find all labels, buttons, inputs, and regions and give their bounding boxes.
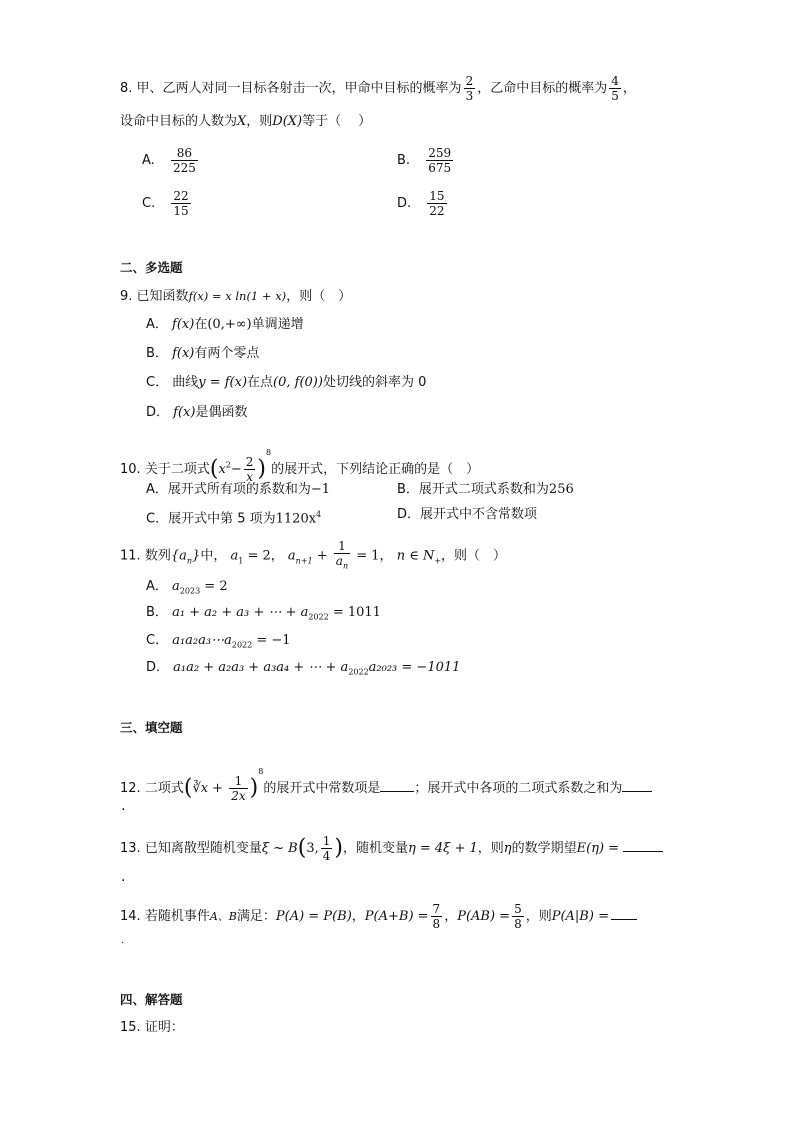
q11-seq-sub: n <box>186 556 193 566</box>
q11-frac <box>334 539 350 573</box>
option-math: 256 <box>548 482 574 497</box>
option-text: D．展开式中不含常数项 <box>397 507 538 522</box>
q11-a1-val: = 2， <box>243 548 284 564</box>
option-rest: = −1 <box>252 633 291 648</box>
frac-num: 1 <box>322 834 331 848</box>
q13-text-b: ，随机变量 <box>342 841 408 856</box>
q12-text-c: ；展开式中各项的二项式系数之和为 <box>414 781 623 796</box>
section-heading-3: 三、填空题 <box>120 720 183 735</box>
q12-frac <box>229 774 247 803</box>
option-text: 在 <box>194 317 208 332</box>
comma: ， <box>444 909 458 924</box>
q14-stem <box>120 902 637 931</box>
q8-dx: D(X) <box>272 114 303 129</box>
frac-num: 259 <box>428 146 452 160</box>
q10-x: x <box>218 462 226 477</box>
option-math: a₁ + a₂ + a₃ + ⋯ + a <box>172 605 309 620</box>
frac-num: 1 <box>334 539 350 554</box>
q11-option-c[interactable] <box>146 631 291 656</box>
q13-eta: η = 4ξ + 1 <box>407 841 478 856</box>
left-paren: ( <box>183 775 193 801</box>
section-heading-4: 四、解答题 <box>120 992 183 1007</box>
option-sub: 2023 <box>179 586 201 596</box>
option-text: C．展开式中第 5 项为 <box>146 511 276 527</box>
q10-power: 8 <box>266 448 272 457</box>
option-label: B． <box>146 605 168 620</box>
frac-num: 5 <box>514 902 522 916</box>
option-label: A. <box>142 153 155 168</box>
q8-line2-text: 设命中目标的人数为 <box>120 114 238 129</box>
q9-option-b[interactable] <box>146 344 259 364</box>
option-sub: 2022 <box>231 640 253 650</box>
q10-text: 关于二项式 <box>144 462 210 477</box>
q14-eq2: P(A+B) = <box>364 909 429 924</box>
q13-frac <box>321 834 333 863</box>
q11-text: 数列 <box>144 548 171 564</box>
q11-number: 11. <box>120 548 141 564</box>
q11-rec-plus: + <box>312 548 332 564</box>
q10-option-d[interactable] <box>397 505 537 525</box>
option-power: 4 <box>316 510 322 519</box>
q9-option-a[interactable] <box>146 315 304 335</box>
frac-den: 15 <box>173 204 189 218</box>
q13-number: 13. <box>120 841 141 856</box>
q13-text: 已知离散型随机变量 <box>144 841 262 856</box>
q13-text-c: ，则 <box>477 841 504 856</box>
q9-text: 已知函数 <box>136 289 189 304</box>
frac-den: 225 <box>172 161 196 175</box>
q8-option-d[interactable] <box>397 189 449 218</box>
q8-frac-a-den: 3 <box>465 89 474 103</box>
q9-number: 9. <box>120 289 133 304</box>
q12-root: ∛x + <box>192 781 228 796</box>
q13-text-d: 的数学期望 <box>511 841 577 856</box>
option-rest: = 1011 <box>328 605 381 620</box>
option-text2: 单调递增 <box>251 317 304 332</box>
option-frac <box>171 189 190 218</box>
q8-frac-b-num: 4 <box>611 74 619 88</box>
option-text: A．展开式所有项的系数和为 <box>146 482 311 497</box>
frac-den: 8 <box>432 917 441 931</box>
q11-rec-a: a <box>287 548 296 564</box>
frac-den: x <box>246 470 253 484</box>
option-math: f(x) <box>172 317 195 332</box>
q8-option-c[interactable] <box>142 189 193 218</box>
frac-den <box>334 554 350 573</box>
option-label: C. <box>142 196 156 211</box>
option-label: C． <box>146 375 169 390</box>
q14-text-b: 满足： <box>236 909 276 924</box>
frac-den-var: a <box>335 554 343 568</box>
frac-num: 7 <box>432 902 441 916</box>
q12-text-b: 的展开式中常数项是 <box>263 781 381 796</box>
option-frac <box>426 146 453 175</box>
option-text: B．展开式二项式系数和为 <box>397 482 549 497</box>
option-text3: 处切线的斜率为 0 <box>322 375 427 390</box>
right-paren: ) <box>257 456 267 482</box>
q8-text-b: ，乙命中目标的概率为 <box>477 81 608 96</box>
q11-seq: {a <box>170 548 187 564</box>
q11-rec-sub: n+1 <box>295 556 313 566</box>
option-math: a₁a₂a₃⋯a <box>172 633 232 648</box>
option-label: D． <box>146 660 170 675</box>
q14-ab: A、B <box>209 910 237 923</box>
option-text: 是偶函数 <box>195 405 248 420</box>
q11-option-b[interactable] <box>146 603 381 628</box>
q14-frac-1 <box>431 902 443 931</box>
q10-stem <box>120 443 479 484</box>
option-text: 有两个零点 <box>194 346 260 361</box>
q12-stem <box>120 762 652 803</box>
q9-option-d[interactable] <box>146 403 247 423</box>
q8-line2-text-c: 等于（ ） <box>302 114 372 129</box>
option-label: A． <box>146 317 168 332</box>
q10-option-b[interactable] <box>397 480 574 500</box>
q11-rec-val: = 1， <box>352 548 393 564</box>
frac-num: 22 <box>173 189 189 203</box>
q14-number: 14. <box>120 909 141 924</box>
q9-text-b: ，则（ ） <box>286 289 352 304</box>
frac-den-sub: n <box>342 561 349 571</box>
option-label: B． <box>146 346 168 361</box>
q9-func: f(x) = x ln(1 + x) <box>188 289 287 303</box>
q11-option-d[interactable] <box>146 658 460 683</box>
right-paren: ) <box>334 835 343 861</box>
left-paren: ( <box>209 456 219 482</box>
q8-option-b[interactable] <box>397 146 455 175</box>
q8-var-x: X <box>237 114 247 129</box>
frac-den: 2x <box>231 789 246 803</box>
frac-den: 675 <box>428 161 452 175</box>
q8-frac-b <box>609 74 621 103</box>
q11-nset-sub: + <box>434 556 442 566</box>
q14-eq3: P(AB) = <box>457 909 511 924</box>
frac-num: 2 <box>245 455 254 469</box>
option-sub: 2022 <box>308 612 329 622</box>
q10-number: 10. <box>120 462 141 477</box>
q9-option-c[interactable] <box>146 373 426 393</box>
option-label: D． <box>146 405 170 420</box>
left-paren: ( <box>297 835 307 861</box>
option-label: A． <box>146 579 168 594</box>
option-label: B. <box>397 153 411 168</box>
q8-line1 <box>120 74 636 103</box>
q8-option-a[interactable] <box>142 146 200 175</box>
option-text2: 在点 <box>247 375 274 390</box>
option-frac <box>427 189 446 218</box>
q13-stem <box>120 834 663 863</box>
answer-blank[interactable] <box>611 907 637 920</box>
q8-line2-text-b: ，则 <box>246 114 273 129</box>
option-math: a₁a₂ + a₂a₃ + a₃a₄ + ⋯ + a <box>173 660 349 675</box>
q11-seq-end: } <box>192 548 201 564</box>
q11-stem <box>120 539 506 573</box>
q14-frac-2 <box>512 902 524 931</box>
q12-continuation: . <box>121 798 126 814</box>
option-label: D. <box>397 196 412 211</box>
comma: ， <box>351 909 365 924</box>
q12-text: 二项式 <box>144 781 184 796</box>
q15-stem <box>120 1018 184 1038</box>
q13-continuation: . <box>121 869 126 885</box>
frac-den: 4 <box>322 849 331 863</box>
q10-minus: − <box>230 462 242 477</box>
q11-text-b: 中， <box>200 548 227 564</box>
q12-power: 8 <box>258 767 264 776</box>
q10-option-a[interactable] <box>146 480 330 500</box>
option-rest: = 2 <box>200 579 228 594</box>
answer-blank-1[interactable] <box>380 779 414 792</box>
q11-option-a[interactable] <box>146 577 228 602</box>
answer-blank-2[interactable] <box>622 779 652 792</box>
option-frac <box>171 146 198 175</box>
frac-num: 86 <box>171 146 198 161</box>
section-heading-2: 二、多选题 <box>120 260 183 275</box>
frac-den: 8 <box>514 917 522 931</box>
q14-text: 若随机事件 <box>144 909 210 924</box>
option-math: 1120x <box>275 511 317 527</box>
q12-number: 12. <box>120 781 141 796</box>
q11-a1: a <box>230 548 239 564</box>
q11-nset: n ∈ N <box>396 548 435 564</box>
q10-option-c[interactable] <box>146 505 321 529</box>
option-math3: (0, f(0)) <box>273 375 323 390</box>
option-math: a <box>172 579 180 594</box>
frac-num: 1 <box>229 774 247 789</box>
q15-number: 15. <box>120 1020 141 1035</box>
q8-frac-a <box>464 74 476 103</box>
q8-number: 8. <box>120 81 133 96</box>
answer-blank[interactable] <box>623 839 663 852</box>
q8-frac-b-den: 5 <box>611 89 619 103</box>
option-text: 曲线 <box>172 375 199 390</box>
q9-stem <box>120 286 351 307</box>
q11-a1-sub: 1 <box>238 556 244 566</box>
q14-continuation: . <box>121 936 124 946</box>
q14-eq1: P(A) = P(B) <box>275 909 352 924</box>
q8-text: 甲、乙两人对同一目标各射击一次，甲命中目标的概率为 <box>136 81 462 96</box>
q8-frac-a-num: 2 <box>465 74 474 88</box>
q11-text-c: ，则（ ） <box>441 548 507 564</box>
q13-dist-a: 3, <box>306 841 319 856</box>
q8-text-c: ， <box>622 81 636 96</box>
q10-square: 2 <box>225 460 231 470</box>
q14-eq4: P(A|B) = <box>551 909 609 924</box>
option-math: −1 <box>310 482 331 497</box>
frac-den: 22 <box>429 204 445 218</box>
q13-ex: E(η) = <box>576 841 620 856</box>
option-math2: (0,+∞) <box>207 317 252 332</box>
q8-line2 <box>120 112 371 132</box>
q10-text-b: 的展开式，下列结论正确的是（ ） <box>271 462 480 477</box>
q13-eta2: η <box>503 841 512 856</box>
option-rest: a₂₀₂₃ = −1011 <box>368 660 461 675</box>
option-math: f(x) <box>173 405 196 420</box>
option-math2: y = f(x) <box>198 375 248 390</box>
option-label: C． <box>146 633 169 648</box>
q14-text-c: ，则 <box>525 909 552 924</box>
option-math: f(x) <box>172 346 195 361</box>
option-sub: 2022 <box>348 667 369 677</box>
frac-num: 15 <box>429 189 445 203</box>
q13-dist: ξ ~ B <box>261 841 298 856</box>
right-paren: ) <box>249 775 259 801</box>
q15-text: 证明： <box>144 1020 184 1035</box>
